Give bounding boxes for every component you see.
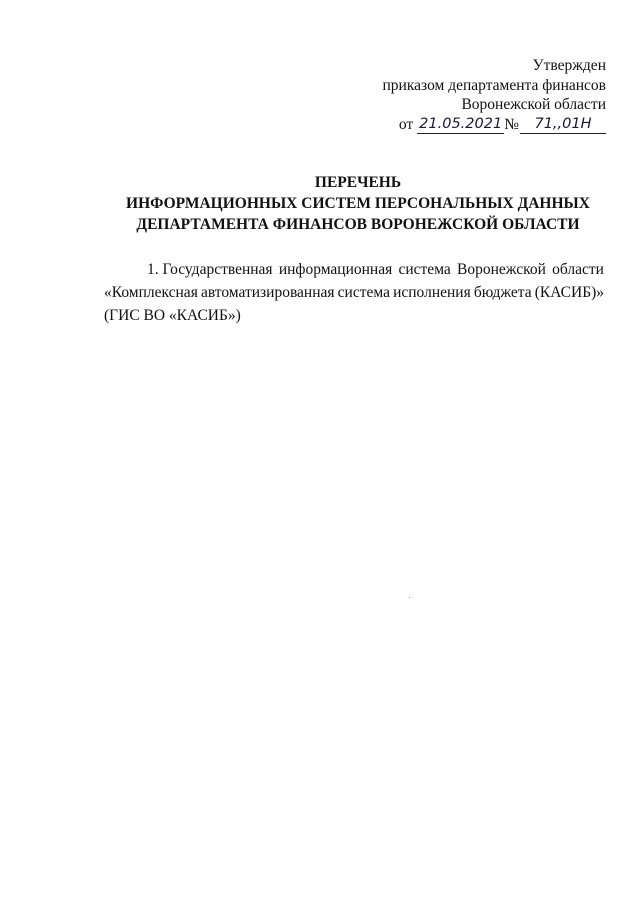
list-item-word: Воронежской	[457, 261, 546, 278]
title-line-3: ДЕПАРТАМЕНТА ФИНАНСОВ ВОРОНЕЖСКОЙ ОБЛАСТИ	[136, 216, 580, 233]
list-item-word: Государственная	[162, 261, 273, 278]
list-item-word: информационная	[278, 261, 393, 278]
list-item-word: «Комплексная	[104, 284, 198, 301]
approval-block	[306, 56, 606, 134]
list-item-row-1	[104, 258, 604, 281]
date-prefix: от	[398, 115, 414, 133]
title-line-1: ПЕРЕЧЕНЬ	[314, 174, 402, 191]
title-line-2: ИНФОРМАЦИОННЫХ СИСТЕМ ПЕРСОНАЛЬНЫХ ДАННЫХ	[126, 195, 590, 212]
approval-region: Воронежской области	[461, 96, 606, 113]
list-item-word: автоматизированная	[200, 284, 335, 301]
number-prefix: №	[504, 115, 519, 133]
approval-authority: приказом департамента финансов	[382, 76, 606, 94]
list-item-word: бюджета	[473, 284, 532, 301]
list-item-word: исполнения	[393, 284, 471, 301]
approval-status: Утвержден	[532, 57, 606, 74]
list-item-number: 1.	[147, 261, 159, 278]
list-item-word: (КАСИБ)»	[534, 284, 604, 301]
scan-speck	[409, 597, 410, 598]
approval-date-number-line	[306, 115, 606, 135]
list-item-row-3: (ГИС ВО «КАСИБ»)	[104, 307, 241, 324]
list-item	[104, 258, 604, 327]
handwritten-order-number: 71,,01Н	[520, 116, 606, 134]
list-item-word: система	[337, 284, 390, 301]
list-item-row-2	[104, 281, 604, 304]
document-title	[0, 172, 640, 235]
list-item-word: области	[552, 261, 604, 278]
list-item-word: система	[398, 261, 451, 278]
handwritten-date: 21.05.2021	[419, 116, 503, 132]
